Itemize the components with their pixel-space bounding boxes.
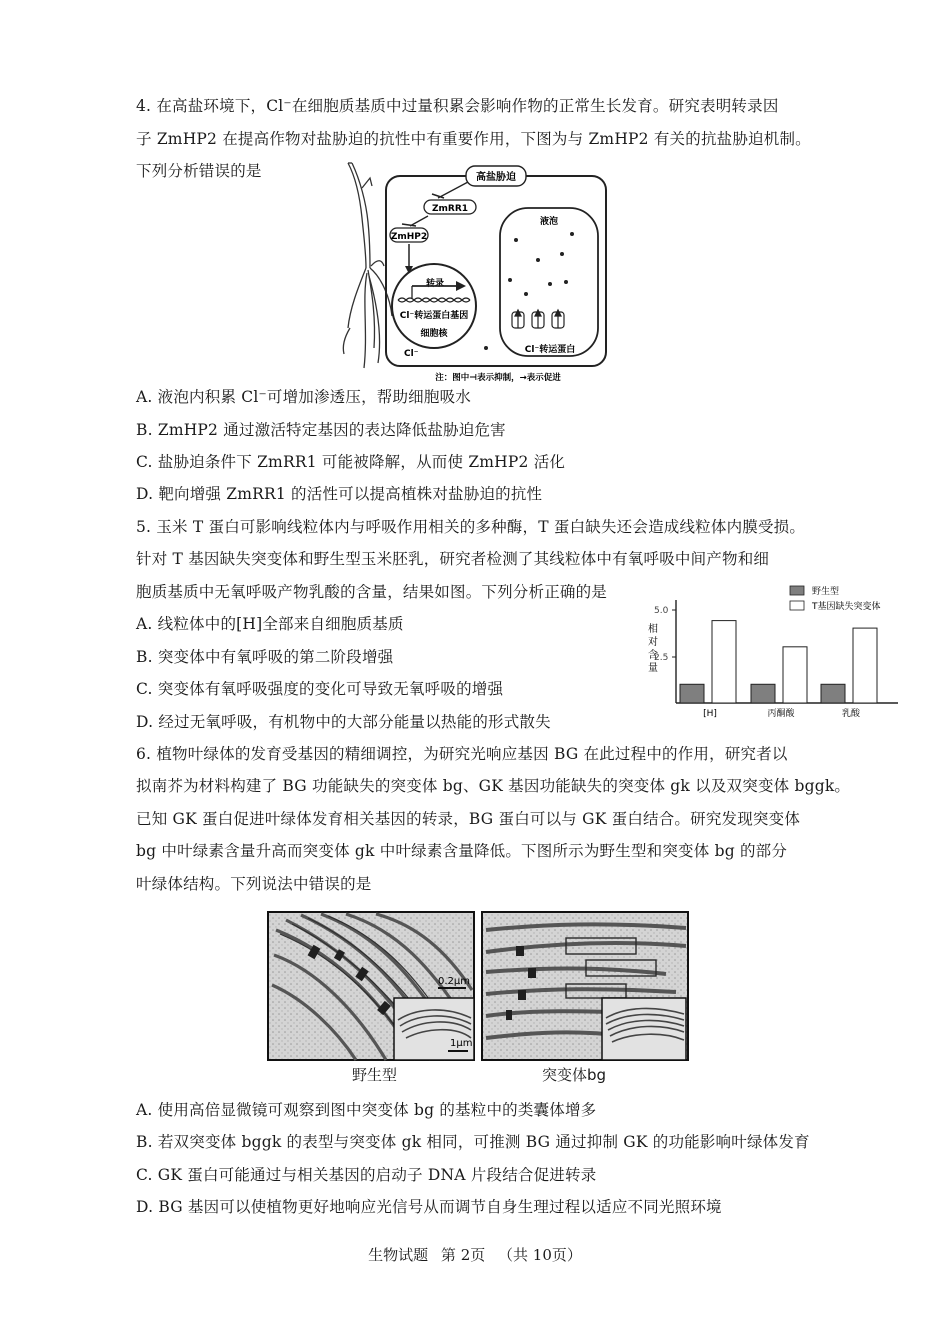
- q6-option-c: C. GK 蛋白可能通过与相关基因的启动子 DNA 片段结合促进转录: [136, 1166, 597, 1184]
- q6-option-b: B. 若双突变体 bggk 的表型与突变体 gk 相同，可推测 BG 通过抑制 GK 的功能影响叶绿体发育: [136, 1133, 810, 1151]
- label-mutant-bg: 突变体bg: [542, 1066, 607, 1084]
- bar-mutant-0: [712, 621, 736, 703]
- q5-stem-line-1: 5. 玉米 T 蛋白可影响线粒体内与呼吸作用相关的多种酶，T 蛋白缺失还会造成线粒体内膜受损。: [136, 518, 806, 536]
- y-label-2: 对: [648, 637, 658, 648]
- bar-wildtype-2: [821, 684, 845, 703]
- legend-mutant: T基因缺失突变体: [812, 602, 881, 612]
- scale-bar-1um: 1μm: [450, 1038, 473, 1049]
- scale-bar-0-2um: 0.2μm: [438, 976, 471, 987]
- q5-option-d: D. 经过无氧呼吸，有机物中的大部分能量以热能的形式散失: [136, 713, 551, 731]
- y-label-3: 含: [648, 650, 658, 661]
- q4-stem-line-1: 4. 在高盐环境下，Cl⁻在细胞质基质中过量积累会影响作物的正常生长发育。研究表明转录因: [136, 97, 779, 115]
- bar-mutant-2: [853, 628, 877, 703]
- y-tick-label-2-5: 2.5: [654, 653, 669, 663]
- q5-option-b: B. 突变体中有氧呼吸的第二阶段增强: [136, 648, 394, 666]
- bar-wildtype-1: [751, 684, 775, 703]
- footer-subject: 生物试题: [368, 1246, 429, 1264]
- q4-stem-line-3: 下列分析错误的是: [136, 162, 262, 180]
- q5-stem-line-3: 胞质基质中无氧呼吸产物乳酸的含量，结果如图。下列分析正确的是: [136, 583, 608, 601]
- x-label-lactate: 乳酸: [841, 709, 861, 719]
- q4-option-a: A. 液泡内积累 Cl⁻可增加渗透压，帮助细胞吸水: [136, 388, 471, 406]
- bar-mutant-1: [783, 647, 807, 703]
- cl-transporters: [512, 310, 564, 328]
- q5-chart: [640, 582, 905, 722]
- page-footer: [0, 1244, 950, 1265]
- hp2-label: ZmHP2: [390, 232, 428, 242]
- footer-total: （共 10页）: [498, 1246, 582, 1264]
- q5-option-c: C. 突变体有氧呼吸强度的变化可导致无氧呼吸的增强: [136, 680, 504, 698]
- stress-label: 高盐胁迫: [476, 172, 516, 183]
- q4-figure: [338, 158, 614, 386]
- nucleus-label: 细胞核: [420, 329, 448, 339]
- x-label-pyruvate: 丙酮酸: [767, 709, 795, 719]
- q6-option-a: A. 使用高倍显微镜可观察到图中突变体 bg 的基粒中的类囊体增多: [136, 1101, 597, 1119]
- q5-stem-line-2: 针对 T 基因缺失突变体和野生型玉米胚乳，研究者检测了其线粒体中有氧呼吸中间产物和细: [136, 550, 770, 568]
- q6-stem-line-1: 6. 植物叶绿体的发育受基因的精细调控，为研究光响应基因 BG 在此过程中的作用，研究者以: [136, 745, 788, 763]
- q6-stem-line-2: 拟南芥为材料构建了 BG 功能缺失的突变体 bg、GK 基因功能缺失的突变体 gk 以及双突变体 bggk。: [136, 777, 851, 795]
- micrograph-mutant-bg: [482, 912, 688, 1060]
- q6-figure: [266, 910, 690, 1090]
- q4-stem-line-2: 子 ZmHP2 在提高作物对盐胁迫的抗性中有重要作用，下图为与 ZmHP2 有关的抗盐胁迫机制。: [136, 130, 811, 148]
- q6-option-d: D. BG 基因可以使植物更好地响应光信号从而调节自身生理过程以适应不同光照环境: [136, 1198, 722, 1216]
- y-tick-label-5: 5.0: [654, 606, 669, 616]
- legend-swatch-wildtype: [790, 586, 804, 595]
- plant-illustration: [343, 163, 392, 368]
- gene-label: Cl⁻转运蛋白基因: [399, 311, 469, 321]
- vacuole-label: 液泡: [539, 217, 559, 227]
- q6-stem-line-3: 已知 GK 蛋白促进叶绿体发育相关基因的转录，BG 蛋白可以与 GK 蛋白结合。研究发现突变体: [136, 810, 801, 828]
- footer-page: 第 2页: [440, 1246, 486, 1264]
- label-wildtype: 野生型: [352, 1066, 398, 1084]
- q5-option-a: A. 线粒体中的[H]全部来自细胞质基质: [136, 615, 404, 633]
- transporter-label: Cl⁻转运蛋白: [524, 345, 576, 355]
- q4-option-d: D. 靶向增强 ZmRR1 的活性可以提高植株对盐胁迫的抗性: [136, 485, 543, 503]
- bar-wildtype-0: [680, 684, 704, 703]
- q6-stem-line-4: bg 中叶绿素含量升高而突变体 gk 中叶绿素含量降低。下图所示为野生型和突变体 bg 的部分: [136, 842, 788, 860]
- rr1-label: ZmRR1: [431, 204, 469, 214]
- legend-wildtype: 野生型: [812, 587, 840, 597]
- y-label-4: 量: [648, 663, 658, 674]
- figure-note: 注：图中⊣表示抑制，→表示促进: [435, 373, 561, 383]
- q4-option-b: B. ZmHP2 通过激活特定基因的表达降低盐胁迫危害: [136, 421, 506, 439]
- x-label-h: [H]: [703, 709, 717, 719]
- cl-label: Cl⁻: [404, 349, 419, 359]
- y-label-1: 相: [648, 624, 658, 635]
- transcription-label: 转录: [426, 279, 445, 289]
- q6-stem-line-5: 叶绿体结构。下列说法中错误的是: [136, 875, 372, 893]
- micrograph-wildtype: [268, 912, 474, 1060]
- q4-option-c: C. 盐胁迫条件下 ZmRR1 可能被降解，从而使 ZmHP2 活化: [136, 453, 566, 471]
- legend-swatch-mutant: [790, 601, 804, 610]
